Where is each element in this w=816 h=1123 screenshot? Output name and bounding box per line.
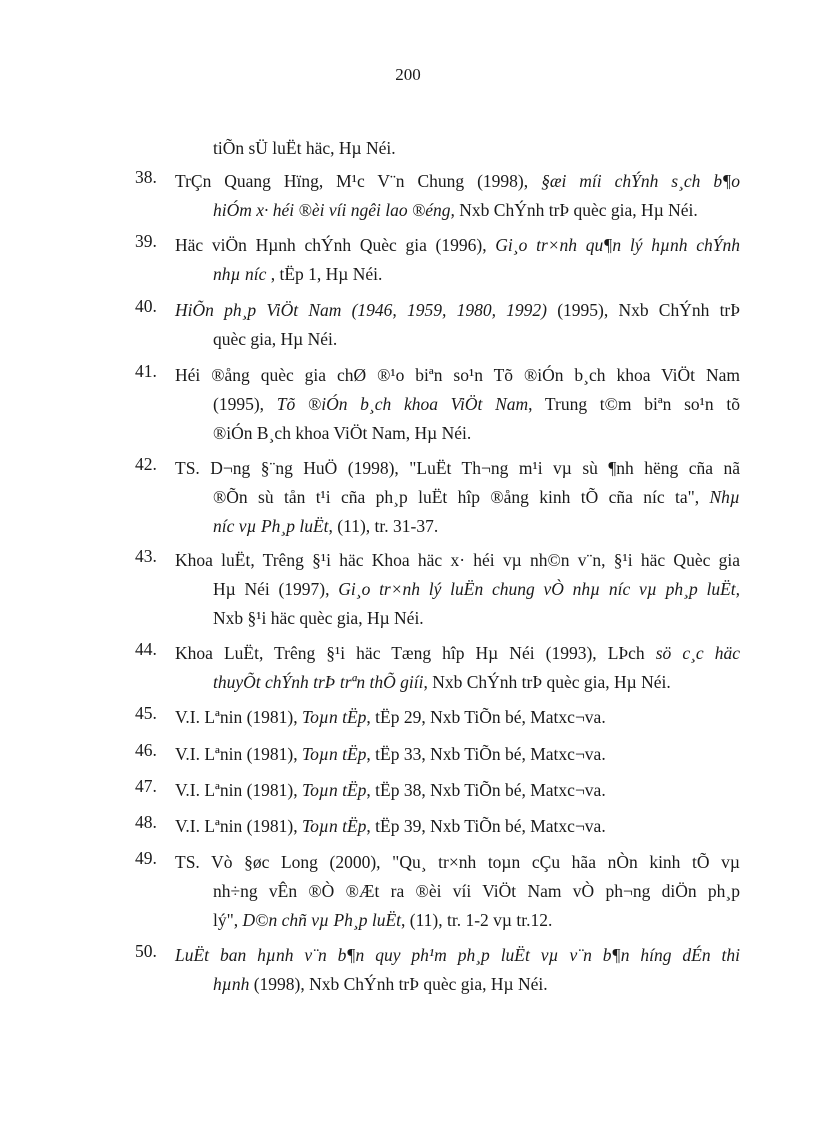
reference-text: , tËp 33, Nxb TiÕn bé, Matxc¬va. — [366, 744, 606, 764]
reference-text: , tËp 39, Nxb TiÕn bé, Matxc¬va. — [366, 816, 606, 836]
reference-title: níc vµ Ph¸p luËt — [213, 516, 329, 536]
reference-number: 38. — [135, 167, 157, 187]
reference-number: 40. — [135, 296, 157, 316]
reference-title: D©n chñ vµ Ph¸p luËt — [242, 910, 401, 930]
reference-title: Toµn tËp — [302, 744, 367, 764]
reference-title: HiÕn ph¸p ViÖt Nam (1946, 1959, 1980, 1992) — [175, 300, 548, 320]
reference-title: Toµn tËp — [302, 816, 367, 836]
reference-number: 45. — [135, 703, 157, 723]
reference-title: sö c¸c häc — [655, 643, 740, 663]
reference-number: 46. — [135, 740, 157, 760]
reference-text: Khoa luËt, Trêng §¹i häc Khoa häc x· héi vµ nh©n v¨n, §¹i häc Quèc gia — [175, 550, 740, 570]
reference-40 — [135, 296, 740, 354]
reference-title: nhµ níc — [213, 264, 267, 284]
reference-text: Nxb §¹i häc quèc gia, Hµ Néi. — [213, 608, 424, 628]
reference-title: hµnh — [213, 974, 250, 994]
reference-49 — [135, 848, 740, 935]
reference-title: LuËt ban hµnh v¨n b¶n quy ph¹m ph¸p luËt vµ v¨n b¶n híng dÉn thi — [175, 945, 740, 965]
reference-text: , Trung t©m biªn so¹n tõ — [528, 394, 740, 414]
reference-47 — [135, 776, 740, 805]
reference-42 — [135, 454, 740, 541]
reference-text: ®iÓn B¸ch khoa ViÖt Nam, Hµ Néi. — [213, 423, 472, 443]
reference-title: Toµn tËp — [302, 707, 367, 727]
reference-title: Gi¸o tr×nh lý luËn chung vÒ nhµ níc vµ ph¸p luËt, — [338, 579, 740, 599]
reference-46 — [135, 740, 740, 769]
reference-title: §æi míi chÝnh s¸ch b¶o — [541, 171, 740, 191]
reference-title: Nhµ — [709, 487, 740, 507]
reference-number: 50. — [135, 941, 157, 961]
reference-number: 43. — [135, 546, 157, 566]
reference-title: thuyÕt chÝnh trÞ trªn thÕ giíi — [213, 672, 424, 692]
reference-text: ®Õn sù tån t¹i cña ph¸p luËt hîp ®ång kinh tÕ cña níc ta", — [213, 487, 710, 507]
reference-text: , (11), tr. 1-2 vµ tr.12. — [401, 910, 553, 930]
reference-text: Khoa LuËt, Trêng §¹i häc Tæng hîp Hµ Néi (1993), LÞch — [175, 643, 656, 663]
reference-number: 47. — [135, 776, 157, 796]
page-number: 200 — [395, 65, 421, 84]
reference-text: TS. Vò §øc Long (2000), "Qu¸ tr×nh toµn cÇu hãa nÒn kinh tÕ vµ — [175, 852, 740, 872]
reference-text: , Nxb ChÝnh trÞ quèc gia, Hµ Néi. — [423, 672, 671, 692]
reference-number: 48. — [135, 812, 157, 832]
reference-50 — [135, 941, 740, 999]
reference-43 — [135, 546, 740, 633]
continuation-line: tiÕn sÜ luËt häc, Hµ Néi. — [213, 138, 396, 158]
reference-title: Gi¸o tr×nh qu¶n lý hµnh chÝnh — [495, 235, 740, 255]
reference-38 — [135, 167, 740, 225]
reference-title: hiÓm x· héi ®èi víi ngêi lao ®éng, — [213, 200, 455, 220]
reference-text: TrÇn Quang Hïng, M¹c V¨n Chung (1998), — [175, 171, 542, 191]
reference-text: (1998), Nxb ChÝnh trÞ quèc gia, Hµ Néi. — [249, 974, 548, 994]
reference-text: , tËp 29, Nxb TiÕn bé, Matxc¬va. — [366, 707, 606, 727]
reference-text: , tËp 1, Hµ Néi. — [266, 264, 383, 284]
reference-text: , tËp 38, Nxb TiÕn bé, Matxc¬va. — [366, 780, 606, 800]
reference-text: V.I. Lªnin (1981), — [175, 744, 302, 764]
reference-text: (1995), Nxb ChÝnh trÞ — [547, 300, 740, 320]
reference-48 — [135, 812, 740, 841]
reference-number: 39. — [135, 231, 157, 251]
reference-39 — [135, 231, 740, 289]
reference-text: V.I. Lªnin (1981), — [175, 707, 302, 727]
reference-number: 42. — [135, 454, 157, 474]
reference-text: TS. D¬ng §¨ng HuÖ (1998), "LuËt Th¬ng m¹i vµ sù ¶nh hëng cña nã — [175, 458, 740, 478]
reference-text: V.I. Lªnin (1981), — [175, 780, 302, 800]
reference-number: 41. — [135, 361, 157, 381]
reference-number: 44. — [135, 639, 157, 659]
reference-text: Héi ®ång quèc gia chØ ®¹o biªn so¹n Tõ ®iÓn b¸ch khoa ViÖt Nam — [175, 365, 740, 385]
reference-41 — [135, 361, 740, 448]
reference-text: Häc viÖn Hµnh chÝnh Quèc gia (1996), — [175, 235, 496, 255]
reference-number: 49. — [135, 848, 157, 868]
reference-text: V.I. Lªnin (1981), — [175, 816, 302, 836]
reference-title: Toµn tËp — [302, 780, 367, 800]
reference-text: , (11), tr. 31-37. — [328, 516, 439, 536]
reference-text: (1995), — [213, 394, 277, 414]
reference-text: quèc gia, Hµ Néi. — [213, 329, 338, 349]
reference-text: nh÷ng vÊn ®Ò ®Æt ra ®èi víi ViÖt Nam vÒ ph¬ng diÖn ph¸p — [213, 881, 740, 901]
reference-text: lý", — [213, 910, 243, 930]
reference-title: Tõ ®iÓn b¸ch khoa ViÖt Nam — [276, 394, 529, 414]
reference-44 — [135, 639, 740, 697]
reference-text: Nxb ChÝnh trÞ quèc gia, Hµ Néi. — [454, 200, 698, 220]
reference-45 — [135, 703, 740, 732]
reference-text: Hµ Néi (1997), — [213, 579, 339, 599]
